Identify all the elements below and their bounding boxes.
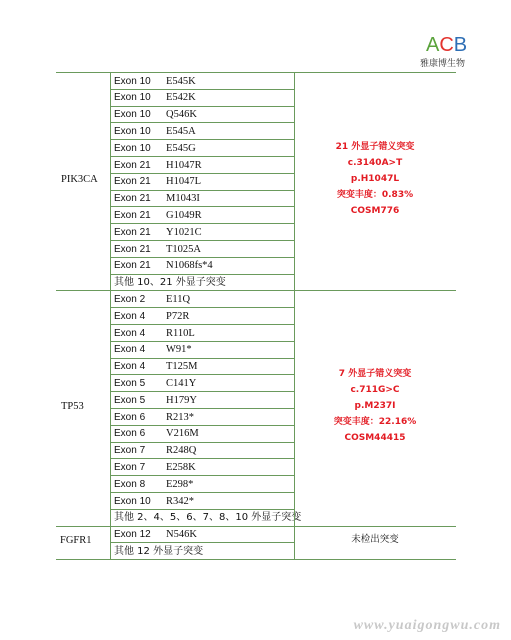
exon-cell: Exon 6 bbox=[114, 428, 146, 440]
mutation-cell: V216M bbox=[166, 428, 199, 440]
mutation-cell: H179Y bbox=[166, 394, 197, 406]
result-line: 未检出突变 bbox=[351, 534, 399, 546]
table-row bbox=[110, 157, 294, 174]
exon-cell: Exon 21 bbox=[114, 209, 151, 221]
mutation-cell: E545A bbox=[166, 125, 196, 137]
exon-cell: Exon 21 bbox=[114, 159, 151, 171]
result-line: 突变丰度：22.16% bbox=[333, 417, 417, 427]
exon-cell: Exon 10 bbox=[114, 142, 151, 154]
table-row bbox=[110, 442, 294, 459]
logo-mark: ACB bbox=[426, 34, 468, 56]
gene-name: FGFR1 bbox=[60, 535, 92, 547]
logo-subtitle: 雅康博生物 bbox=[420, 59, 466, 69]
other-mutations-label: 其他 12 外显子突变 bbox=[114, 545, 204, 557]
exon-cell: Exon 6 bbox=[114, 411, 146, 423]
result-line: c.711G>C bbox=[350, 385, 400, 395]
other-mutations-row bbox=[110, 543, 294, 560]
table-row bbox=[110, 526, 294, 543]
mutation-cell: E258K bbox=[166, 461, 196, 473]
mutation-cell: C141Y bbox=[166, 377, 197, 389]
table-row bbox=[110, 493, 294, 510]
result-line: COSM44415 bbox=[344, 433, 406, 443]
exon-cell: Exon 4 bbox=[114, 327, 146, 339]
mutation-cell: H1047L bbox=[166, 176, 201, 188]
mutation-cell: M1043I bbox=[166, 193, 200, 205]
gene-name: PIK3CA bbox=[61, 174, 98, 186]
table-row bbox=[110, 325, 294, 342]
mutation-cell: Q546K bbox=[166, 109, 197, 121]
mutation-cell: E11Q bbox=[166, 293, 191, 305]
mutation-cell: E542K bbox=[166, 92, 196, 104]
mutation-cell: P72R bbox=[166, 310, 190, 322]
exon-cell: Exon 10 bbox=[114, 75, 151, 87]
result-line: p.H1047L bbox=[350, 174, 400, 185]
mutation-cell: R342* bbox=[166, 495, 195, 507]
detection-result bbox=[295, 532, 455, 548]
table-row bbox=[110, 291, 294, 308]
exon-cell: Exon 12 bbox=[114, 529, 151, 541]
result-line: 突变丰度：0.83% bbox=[336, 190, 414, 201]
table-row bbox=[110, 476, 294, 493]
detection-result bbox=[295, 139, 455, 219]
gene-name: TP53 bbox=[61, 401, 84, 412]
mutation-cell: H1047R bbox=[166, 159, 202, 171]
exon-cell: Exon 10 bbox=[114, 495, 151, 507]
mutation-cell: W91* bbox=[166, 344, 192, 356]
table-row bbox=[110, 224, 294, 241]
exon-cell: Exon 2 bbox=[114, 293, 146, 305]
other-mutations-label: 其他 2、4、5、6、7、8、10 外显子突变 bbox=[114, 512, 302, 524]
table-row bbox=[110, 425, 294, 442]
exon-cell: Exon 4 bbox=[114, 344, 146, 356]
table-row bbox=[110, 459, 294, 476]
table-row bbox=[110, 190, 294, 207]
table-row bbox=[110, 73, 294, 90]
result-line: 21 外显子错义突变 bbox=[335, 142, 415, 153]
table-column-rule bbox=[110, 290, 111, 525]
mutation-cell: E545K bbox=[166, 75, 196, 87]
table-row bbox=[110, 308, 294, 325]
table-row bbox=[110, 375, 294, 392]
result-line: c.3140A>T bbox=[347, 158, 403, 169]
mutation-cell: N546K bbox=[166, 529, 197, 541]
exon-cell: Exon 8 bbox=[114, 478, 146, 490]
table-rule bbox=[56, 559, 456, 560]
exon-cell: Exon 7 bbox=[114, 461, 146, 473]
mutation-cell: G1049R bbox=[166, 209, 202, 221]
other-mutations-row bbox=[110, 274, 294, 291]
table-row bbox=[110, 409, 294, 426]
mutation-cell: E298* bbox=[166, 478, 194, 490]
exon-cell: Exon 7 bbox=[114, 445, 146, 457]
table-row bbox=[110, 241, 294, 258]
exon-cell: Exon 21 bbox=[114, 176, 151, 188]
other-mutations-row bbox=[110, 509, 302, 526]
exon-cell: Exon 21 bbox=[114, 260, 151, 272]
table-row bbox=[110, 341, 294, 358]
mutation-cell: R248Q bbox=[166, 445, 197, 457]
other-mutations-label: 其他 10、21 外显子突变 bbox=[114, 277, 226, 289]
result-line: p.M237I bbox=[354, 401, 396, 411]
table-row bbox=[110, 358, 294, 375]
table-row bbox=[110, 207, 294, 224]
exon-cell: Exon 21 bbox=[114, 226, 151, 238]
table-row bbox=[110, 89, 294, 106]
exon-cell: Exon 4 bbox=[114, 310, 146, 322]
table-row bbox=[110, 106, 294, 123]
mutation-cell: R110L bbox=[166, 327, 195, 339]
table-row bbox=[110, 173, 294, 190]
mutation-cell: T1025A bbox=[166, 243, 201, 255]
table-column-rule bbox=[110, 72, 111, 290]
result-line: 7 外显子错义突变 bbox=[338, 369, 412, 379]
table-row bbox=[110, 392, 294, 409]
mutation-cell: N1068fs*4 bbox=[166, 260, 213, 272]
exon-cell: Exon 4 bbox=[114, 361, 146, 373]
exon-cell: Exon 21 bbox=[114, 243, 151, 255]
exon-cell: Exon 5 bbox=[114, 394, 146, 406]
exon-cell: Exon 10 bbox=[114, 125, 151, 137]
exon-cell: Exon 5 bbox=[114, 377, 146, 389]
table-row bbox=[110, 123, 294, 140]
company-logo bbox=[420, 34, 480, 70]
mutation-cell: Y1021C bbox=[166, 226, 202, 238]
exon-cell: Exon 10 bbox=[114, 109, 151, 121]
mutation-cell: R213* bbox=[166, 411, 195, 423]
result-line: COSM776 bbox=[350, 206, 400, 217]
table-row bbox=[110, 257, 294, 274]
mutation-cell: E545G bbox=[166, 142, 196, 154]
exon-cell: Exon 21 bbox=[114, 193, 151, 205]
table-row bbox=[110, 140, 294, 157]
mutation-cell: T125M bbox=[166, 361, 198, 373]
watermark: www.yuaigongwu.com bbox=[353, 618, 501, 633]
detection-result bbox=[295, 366, 455, 446]
table-column-rule bbox=[110, 526, 111, 560]
exon-cell: Exon 10 bbox=[114, 92, 151, 104]
